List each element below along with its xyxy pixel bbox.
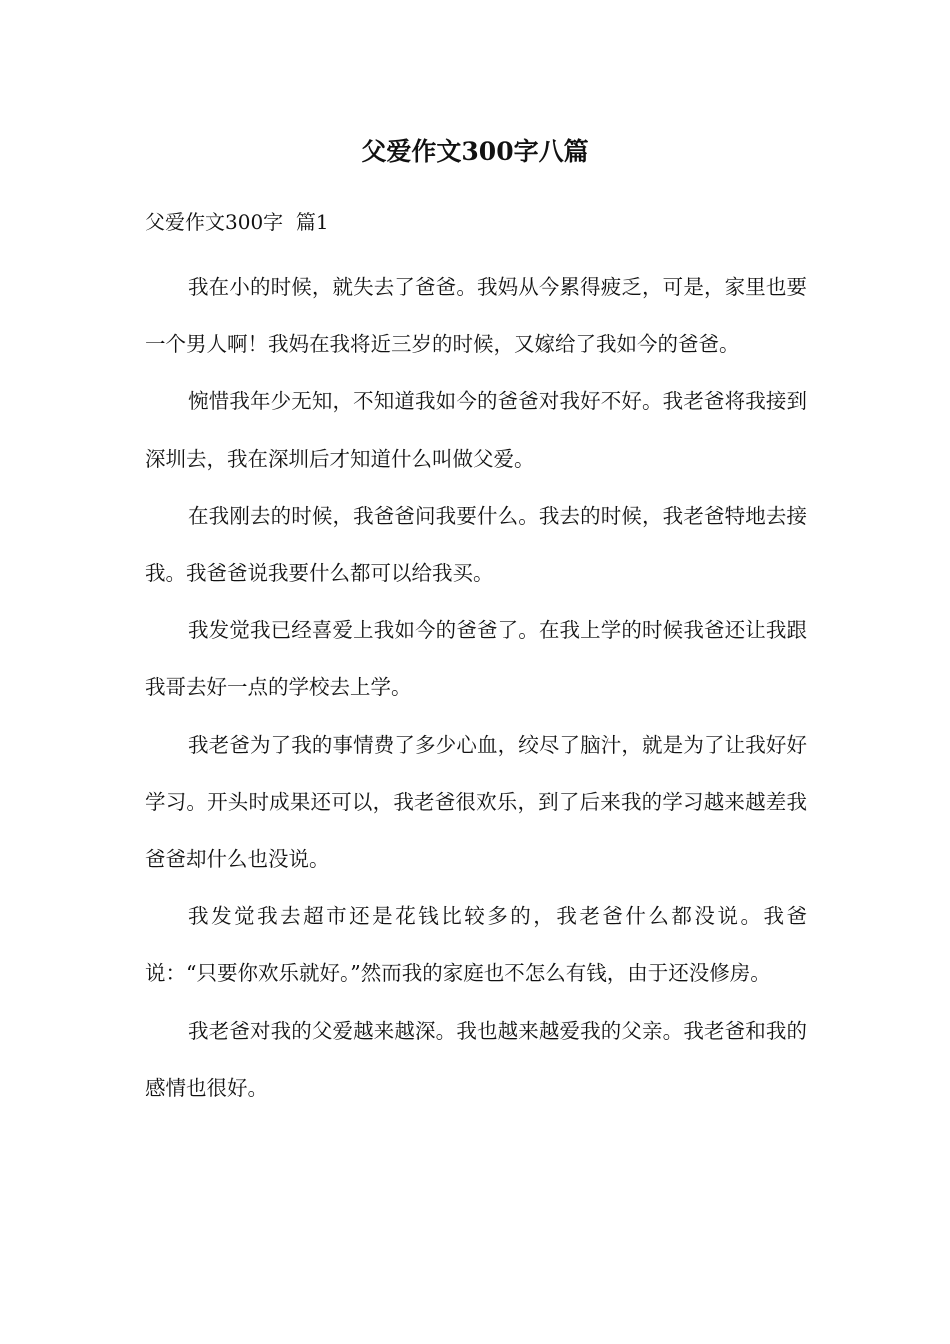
paragraph: 在我刚去的时候，我爸爸问我要什么。我去的时候，我老爸特地去接我。我爸爸说我要什么都可以给我买。 xyxy=(145,503,807,586)
document-body xyxy=(145,259,807,1117)
section-heading: 父爱作文300字 篇1 xyxy=(145,210,329,234)
paragraph: 我老爸为了我的事情费了多少心血，绞尽了脑汁，就是为了让我好好学习。开头时成果还可以，我老爸很欢乐，到了后来我的学习越来越差我爸爸却什么也没说。 xyxy=(145,732,807,872)
paragraph: 惋惜我年少无知，不知道我如今的爸爸对我好不好。我老爸将我接到深圳去，我在深圳后才知道什么叫做父爱。 xyxy=(145,389,807,471)
document-title: 父爱作文300字八篇 xyxy=(361,137,589,166)
paragraph: 我发觉我已经喜爱上我如今的爸爸了。在我上学的时候我爸还让我跟我哥去好一点的学校去上学。 xyxy=(145,618,807,700)
paragraph: 我在小的时候，就失去了爸爸。我妈从今累得疲乏，可是，家里也要一个男人啊！我妈在我将近三岁的时候，又嫁给了我如今的爸爸。 xyxy=(145,275,807,357)
paragraph: 我老爸对我的父爱越来越深。我也越来越爱我的父亲。我老爸和我的感情也很好。 xyxy=(145,1018,807,1100)
paragraph: 我发觉我去超市还是花钱比较多的，我老爸什么都没说。我爸说：“只要你欢乐就好。”然而我的家庭也不怎么有钱，由于还没修房。 xyxy=(145,904,807,986)
